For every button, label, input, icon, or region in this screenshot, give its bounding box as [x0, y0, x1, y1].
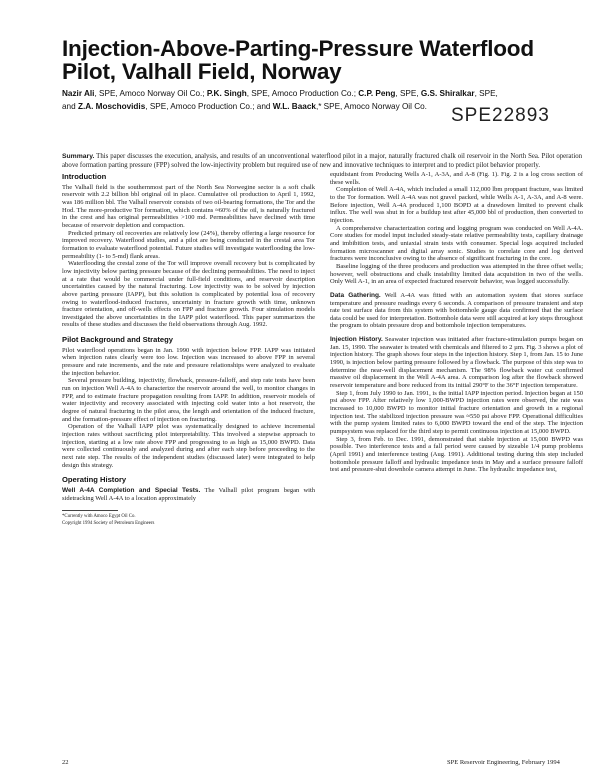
body-paragraph: Baseline logging of the three producers and production was attempted in the three offset wells; however, well obstructions and chalk instability limited data acquisition in two of the wells. Only Well A-1, in an area of expected fractured reservoir behavior, was logged successfully.: [330, 262, 583, 286]
body-paragraph: equidistant from Producing Wells A-1, A-3A, and A-8 (Fig. 1). Fig. 2 is a log cross section of these wells.: [330, 171, 583, 186]
paragraph-text: Well A-4A was fitted with an automation system that stores surface temperature and pressure readings every 6 seconds. A comparison of pressure transient and step rate test surface data from this system with bottomhole gauge data confirmed that the surface data could be used for interpretation. Bottomhole data were still acquired at key steps throughout the program to obtain pressure drop and bottomhole injection temperatures.: [330, 291, 583, 330]
body-paragraph: A comprehensive characterization coring and logging program was conducted on Well A-4A. Core studies for model input included steady-state relative permeability tests, capillary drainage and imbibition tests, and uniaxial strain tests with consumer. Special logs acquired included formation microscanner and digital array sonic. Studies to correlate core and log derived fractures were inconclusive owing to the absence of significant fracturing in the core.: [330, 224, 583, 263]
body-paragraph: Operation of the Valhall IAPP pilot was systematically designed to achieve incremental injection rates without sacrificing pilot interpretability. This involved a stepwise approach to injection, starting at a low rate above FPP and progressing to as high as 15,000 BWPD. Data were collected continuously and analyzed during and after each step before proceeding to the next rate step. The results of the independent studies (discussed later) were integrated to help design this strategy.: [62, 423, 315, 469]
spe-paper-number-stamp: SPE22893: [451, 105, 550, 126]
right-column: [330, 171, 583, 474]
author-affiliation: , SPE, Amoco Production Co.; and: [145, 101, 273, 111]
author-name: Nazir Ali: [62, 89, 95, 98]
section-heading-pilot-background: Pilot Background and Strategy: [62, 335, 173, 345]
body-paragraph: Step 3, from Feb. to Dec. 1991, demonstrated that stable injection at 15,000 BWPD was possible. Two interference tests and a fall period were caused by sizeable 1/4 pump problems (April 1991) and interference testing (Aug. 1991). Additional testing during this step included bottomhole pressure falloff and hydraulic impedance tests in May and a surface pressure falloff test and pressure-shut downhole camera attempt in June. The hydraulic impedance test,: [330, 435, 583, 474]
body-paragraph: [330, 336, 583, 390]
body-paragraph: Step 1, from July 1990 to Jan. 1991, is the initial IAPP injection period. Injection began at 150 psi above FPP. After relatively low 1,000-BWPD injection rates were observed, the rate was increased to 10,000 BWPD to monitor initial fracture orientation and growth in a regional injection test. The stabilized injection pressure was ≈550 psi above FPP. Operational difficulties with the pump system limited rates to 6,000 BWPD toward the end of the step. The injection pumpsystem was replaced for the third step to permit continuous injection at 15,000 BWPD.: [330, 389, 583, 435]
section-heading-operating-history: Operating History: [62, 475, 127, 485]
author-affiliation: , SPE, Amoco Norway Oil Co.;: [94, 89, 207, 98]
body-paragraph: [62, 487, 315, 502]
page-number: 22: [62, 759, 69, 766]
author-affiliation: ,* SPE, Amoco Norway Oil Co.: [315, 101, 427, 111]
paragraph-text: The Valhall pilot program began with sidetracking Well A-4A to a location approximately: [62, 486, 316, 502]
author-conjunction: and: [62, 101, 78, 111]
paper-title: Injection-Above-Parting-Pressure Waterflood Pilot, Valhall Field, Norway: [62, 36, 534, 84]
footnote-divider: [62, 510, 118, 511]
subsection-runin-heading: Injection History.: [330, 336, 383, 344]
subsection-runin-heading: Well A-4A Completion and Special Tests.: [62, 486, 201, 494]
body-paragraph: Waterflooding the crestal zone of the Tor will improve overall recovery but is complicated by low injectivity below parting pressure because of the declining permeabilities. The need to inject at a rate that would be commercial under full-field conditions, and reservoir description uncertainties caused by the natural fracturing. Low injectivity was to be solved by injection above parting pressure (IAPP), but this solution is complicated by potential loss of recovery owing to waterflood-induced fractures, uncertainty in fracture growth with time, unknown fracture orientation, and off-wells effects on FPP and fracture growth. Four simulation models investigated the above uncertainties in the IAPP pilot waterflood. This paper summarizes the results of these studies and discusses the field observations through Aug. 1992.: [62, 260, 315, 329]
left-column: [62, 171, 315, 527]
author-name: P.K. Singh: [206, 89, 247, 98]
summary-paragraph: [62, 153, 582, 170]
author-line-1: [62, 88, 582, 101]
copyright-notice: Copyright 1994 Society of Petroleum Engineers: [62, 520, 155, 526]
footnote: *Currently with Amoco Egypt Oil Co.: [62, 514, 136, 520]
summary-label: Summary.: [62, 153, 95, 160]
body-paragraph: [330, 292, 583, 330]
author-name: C.P. Peng: [358, 89, 396, 98]
author-name: Z.A. Moschovidis: [77, 101, 146, 111]
author-affiliation: , SPE, Amoco Production Co.;: [246, 89, 359, 98]
body-paragraph: Pilot waterflood operations began in Jan. 1990 with injection below FPP. IAPP was initiated when injection rates clearly were too low. Injection was increased to above FPP in several pressure and rate increments, and the rate and pressure relationships were analyzed to evaluate the injection behavior.: [62, 346, 315, 377]
summary-text: This paper discusses the execution, analysis, and results of an unconventional waterflood pilot in a major, naturally fractured chalk oil reservoir in the North Sea. Pilot operation above formation parting pressure (FPP) solved the low-injectivity problem but required use of new and innovative techniques to interpret and to predict pilot behavior properly.: [62, 153, 582, 169]
body-paragraph: Several pressure building, injectivity, flowback, pressure-falloff, and step rate tests have been run on injection Well A-4A to characterize the reservoir around the well, to monitor changes in FPP, and to estimate fracture propagation resulting from IAPP. In addition, reservoir models of water injectivity and recovery associated with injecting cold water into a hot reservoir, the degree of natural fracturing in the pilot area, the length and orientation of the induced fracture, and the formation-pressure effect of injection on fracturing.: [62, 377, 315, 423]
body-paragraph: Completion of Well A-4A, which included a small 112,000 lbm proppant fracture, was limited to the Tor formation. Well A-4A was not gravel packed, while Wells A-1, A-3A, and A-8 were. Before injection, Well A-4A produced 1,100 BOPD at a drawdown limited to prevent chalk influx. The well was shut in for a buildup test after 45,000 bbl of production, then converted to injection.: [330, 186, 583, 224]
author-affiliation: , SPE,: [395, 89, 421, 98]
body-paragraph: The Valhall field is the southernmost part of the North Sea Norwegine sector is a soft chalk reservoir with 2.2 billion bbl original oil in place. Cumulative oil production to April 1, 1992, was 186 million bbl. The Valhall reservoir consists of two oil-bearing formations, the Tor and the Hod. The more-productive Tor formation, which contains ≈60% of the oil, is naturally fractured in the crest and has original permeabilities >100 md. Permeabilities have declined with time because of reservoir depletion and compaction.: [62, 183, 315, 229]
journal-footer: SPE Reservoir Engineering, February 1994: [447, 759, 560, 766]
subsection-runin-heading: Data Gathering.: [330, 291, 381, 299]
author-name: G.S. Shiralkar: [420, 89, 475, 98]
author-name: W.L. Baack: [272, 101, 316, 111]
section-heading-introduction: Introduction: [62, 172, 107, 181]
paragraph-text: Seawater injection was initiated after fracture-stimulation pumps began on Jan. 15, 1990. The seawater is treated with chemicals and filtered to 2 µm. Fig. 3 shows a plot of injection history. The graph shows four steps in the injection history. Step 1, from Jan. 15 to June 1990, is injection below parting pressure followed by a flowback. The purpose of this step was to determine the near-well displacement mechanism. The 98% flowback water cut confirmed massive oil displacement in the Well A-4A area. A comparison log after the flowback showed reservoir temperature and bore reduced from its initial 290°F to the 36°F injection temperature.: [330, 336, 583, 390]
body-paragraph: Predicted primary oil recoveries are relatively low (24%), thereby offering a large resource for improved recovery. Waterflood studies, and a pilot are being conducted in the crestal area Tor formation to evaluate waterflood potential. Future studies will investigate waterflooding the low-permeability (1- to 5-md) flank areas.: [62, 229, 315, 260]
author-affiliation: , SPE,: [474, 89, 498, 98]
